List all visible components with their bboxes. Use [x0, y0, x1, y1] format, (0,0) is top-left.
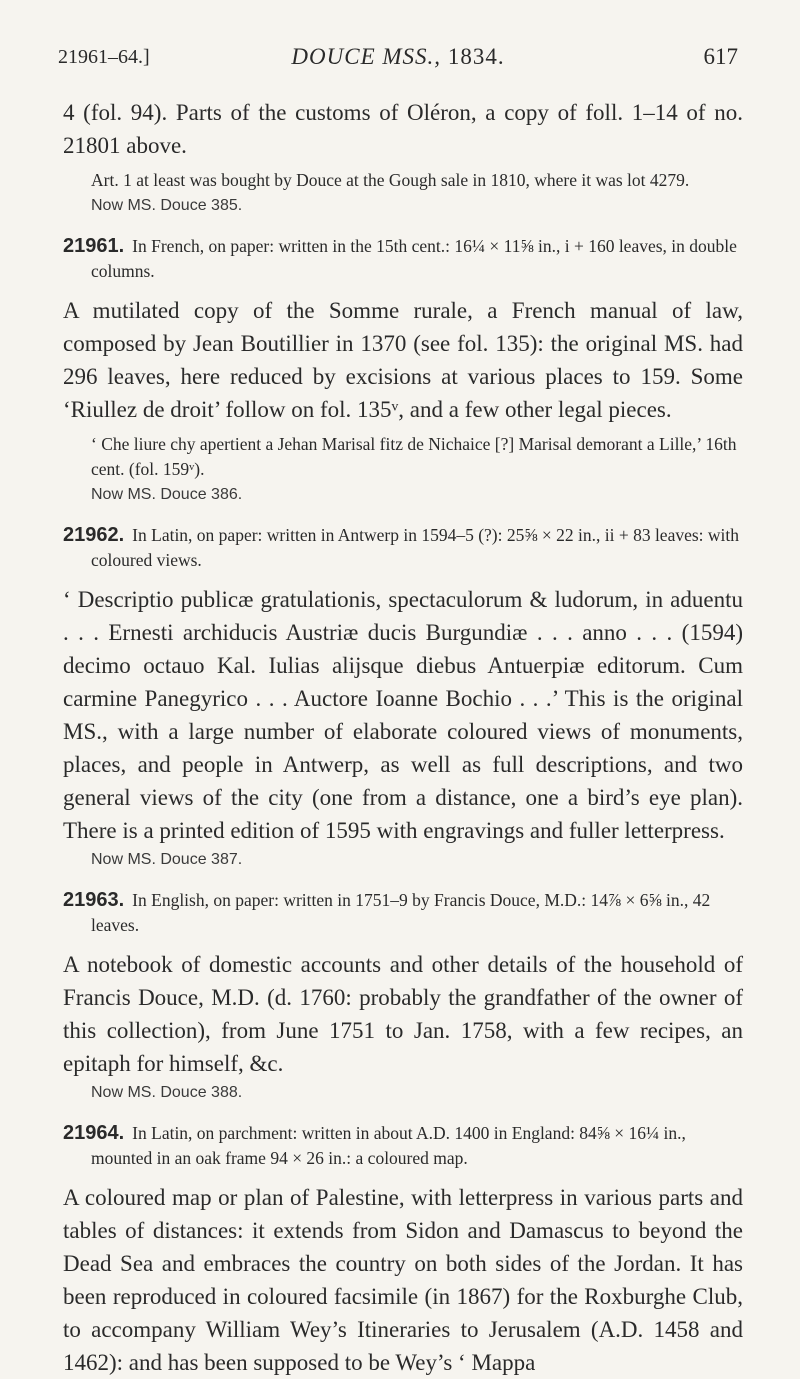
block1-paragraph: 4 (fol. 94). Parts of the customs of Oléron, a copy of foll. 1–14 of no. 21801 above.	[63, 100, 743, 158]
entry-21961-desc: In French, on paper: written in the 15th cent.: 16¼ × 11⅝ in., i + 160 leaves, in double columns.	[91, 236, 737, 281]
entry-21962-paragraph: ‘ Descriptio publicæ gratulationis, spectaculorum & ludorum, in aduentu . . . Ernesti archiducis Austriæ ducis Burgundiæ . . . anno . . . (1594) decimo octauo Kal. Iulias alijsque diebus Antuerpiæ editorum. Cum carmine Panegyrico . . . Auctore Ioanne Bochio . . .’ This is the original MS., with a large number of elaborate coloured views of monuments, places, and people in Antwerp, as well as full descriptions, and two general views of the city (one from a distance, one a bird’s eye plan). There is a printed edition of 1595 with engravings and fuller letterpress.	[63, 587, 743, 843]
entry-21963-paragraph: A notebook of domestic accounts and other details of the household of Francis Douce, M.D. (d. 1760: probably the grandfather of the owner of this collection), from June 1751 to Jan. 1758, with a few recipes, an epitaph for himself, &c.	[63, 952, 743, 1076]
entry-21964-number: 21964.	[63, 1122, 125, 1144]
entry-21964-heading	[63, 1121, 743, 1171]
page-number: 617	[703, 44, 738, 69]
entry-21961-number: 21961.	[63, 235, 125, 257]
entry-21962-desc: In Latin, on paper: written in Antwerp in 1594–5 (?): 25⅝ × 22 in., ii + 83 leaves: with coloured views.	[91, 525, 740, 570]
entry-21962-number: 21962.	[63, 524, 125, 546]
header-title-italic: DOUCE MSS.,	[291, 44, 442, 69]
entry-21964-desc: In Latin, on parchment: written in about A.D. 1400 in England: 84⅝ × 16¼ in., mounted in an oak frame 94 × 26 in.: a coloured map.	[91, 1123, 686, 1168]
entry-21961-paragraph: A mutilated copy of the Somme rurale, a French manual of law, composed by Jean Boutillier in 1370 (see fol. 135): the original MS. had 296 leaves, here reduced by excisions at various places to 159. Some ‘Riullez de droit’ follow on fol. 135ᵛ, and a few other legal pieces.	[63, 298, 743, 422]
header-title	[58, 44, 738, 70]
entry-21963-number: 21963.	[63, 889, 125, 911]
block1-shelfmark: Now MS. Douce 385.	[91, 197, 243, 214]
entry-21964-paragraph: A coloured map or plan of Palestine, with letterpress in various parts and tables of distances: it extends from Sidon and Damascus to beyond the Dead Sea and embraces the country on both sides of the Jordan. It has been reproduced in coloured facsimile (in 1867) for the Roxburghe Club, to accompany William Wey’s Itineraries to Jerusalem (A.D. 1458 and 1462): and has been supposed to be Wey’s ‘ Mappa	[63, 1185, 743, 1375]
running-header	[58, 40, 738, 80]
entry-21963-shelfmark: Now MS. Douce 388.	[91, 1084, 243, 1101]
entry-21961-shelfmark: Now MS. Douce 386.	[91, 486, 243, 503]
entry-21963-desc: In English, on paper: written in 1751–9 by Francis Douce, M.D.: 14⅞ × 6⅝ in., 42 leaves.	[91, 890, 711, 935]
entry-21962-shelfmark: Now MS. Douce 387.	[91, 851, 243, 868]
header-title-year: 1834.	[441, 44, 505, 69]
entry-21963-heading	[63, 888, 743, 938]
page-content	[63, 96, 743, 1379]
entry-21961-note: ‘ Che liure chy apertient a Jehan Marisal fitz de Nichaice [?] Marisal demorant a Lille,’ 16th cent. (fol. 159ᵛ).	[91, 434, 737, 479]
entry-21962-heading	[63, 523, 743, 573]
block1-note: Art. 1 at least was bought by Douce at the Gough sale in 1810, where it was lot 4279.	[91, 170, 690, 190]
header-range: 21961–64.]	[58, 46, 150, 68]
entry-21961-heading	[63, 234, 743, 284]
